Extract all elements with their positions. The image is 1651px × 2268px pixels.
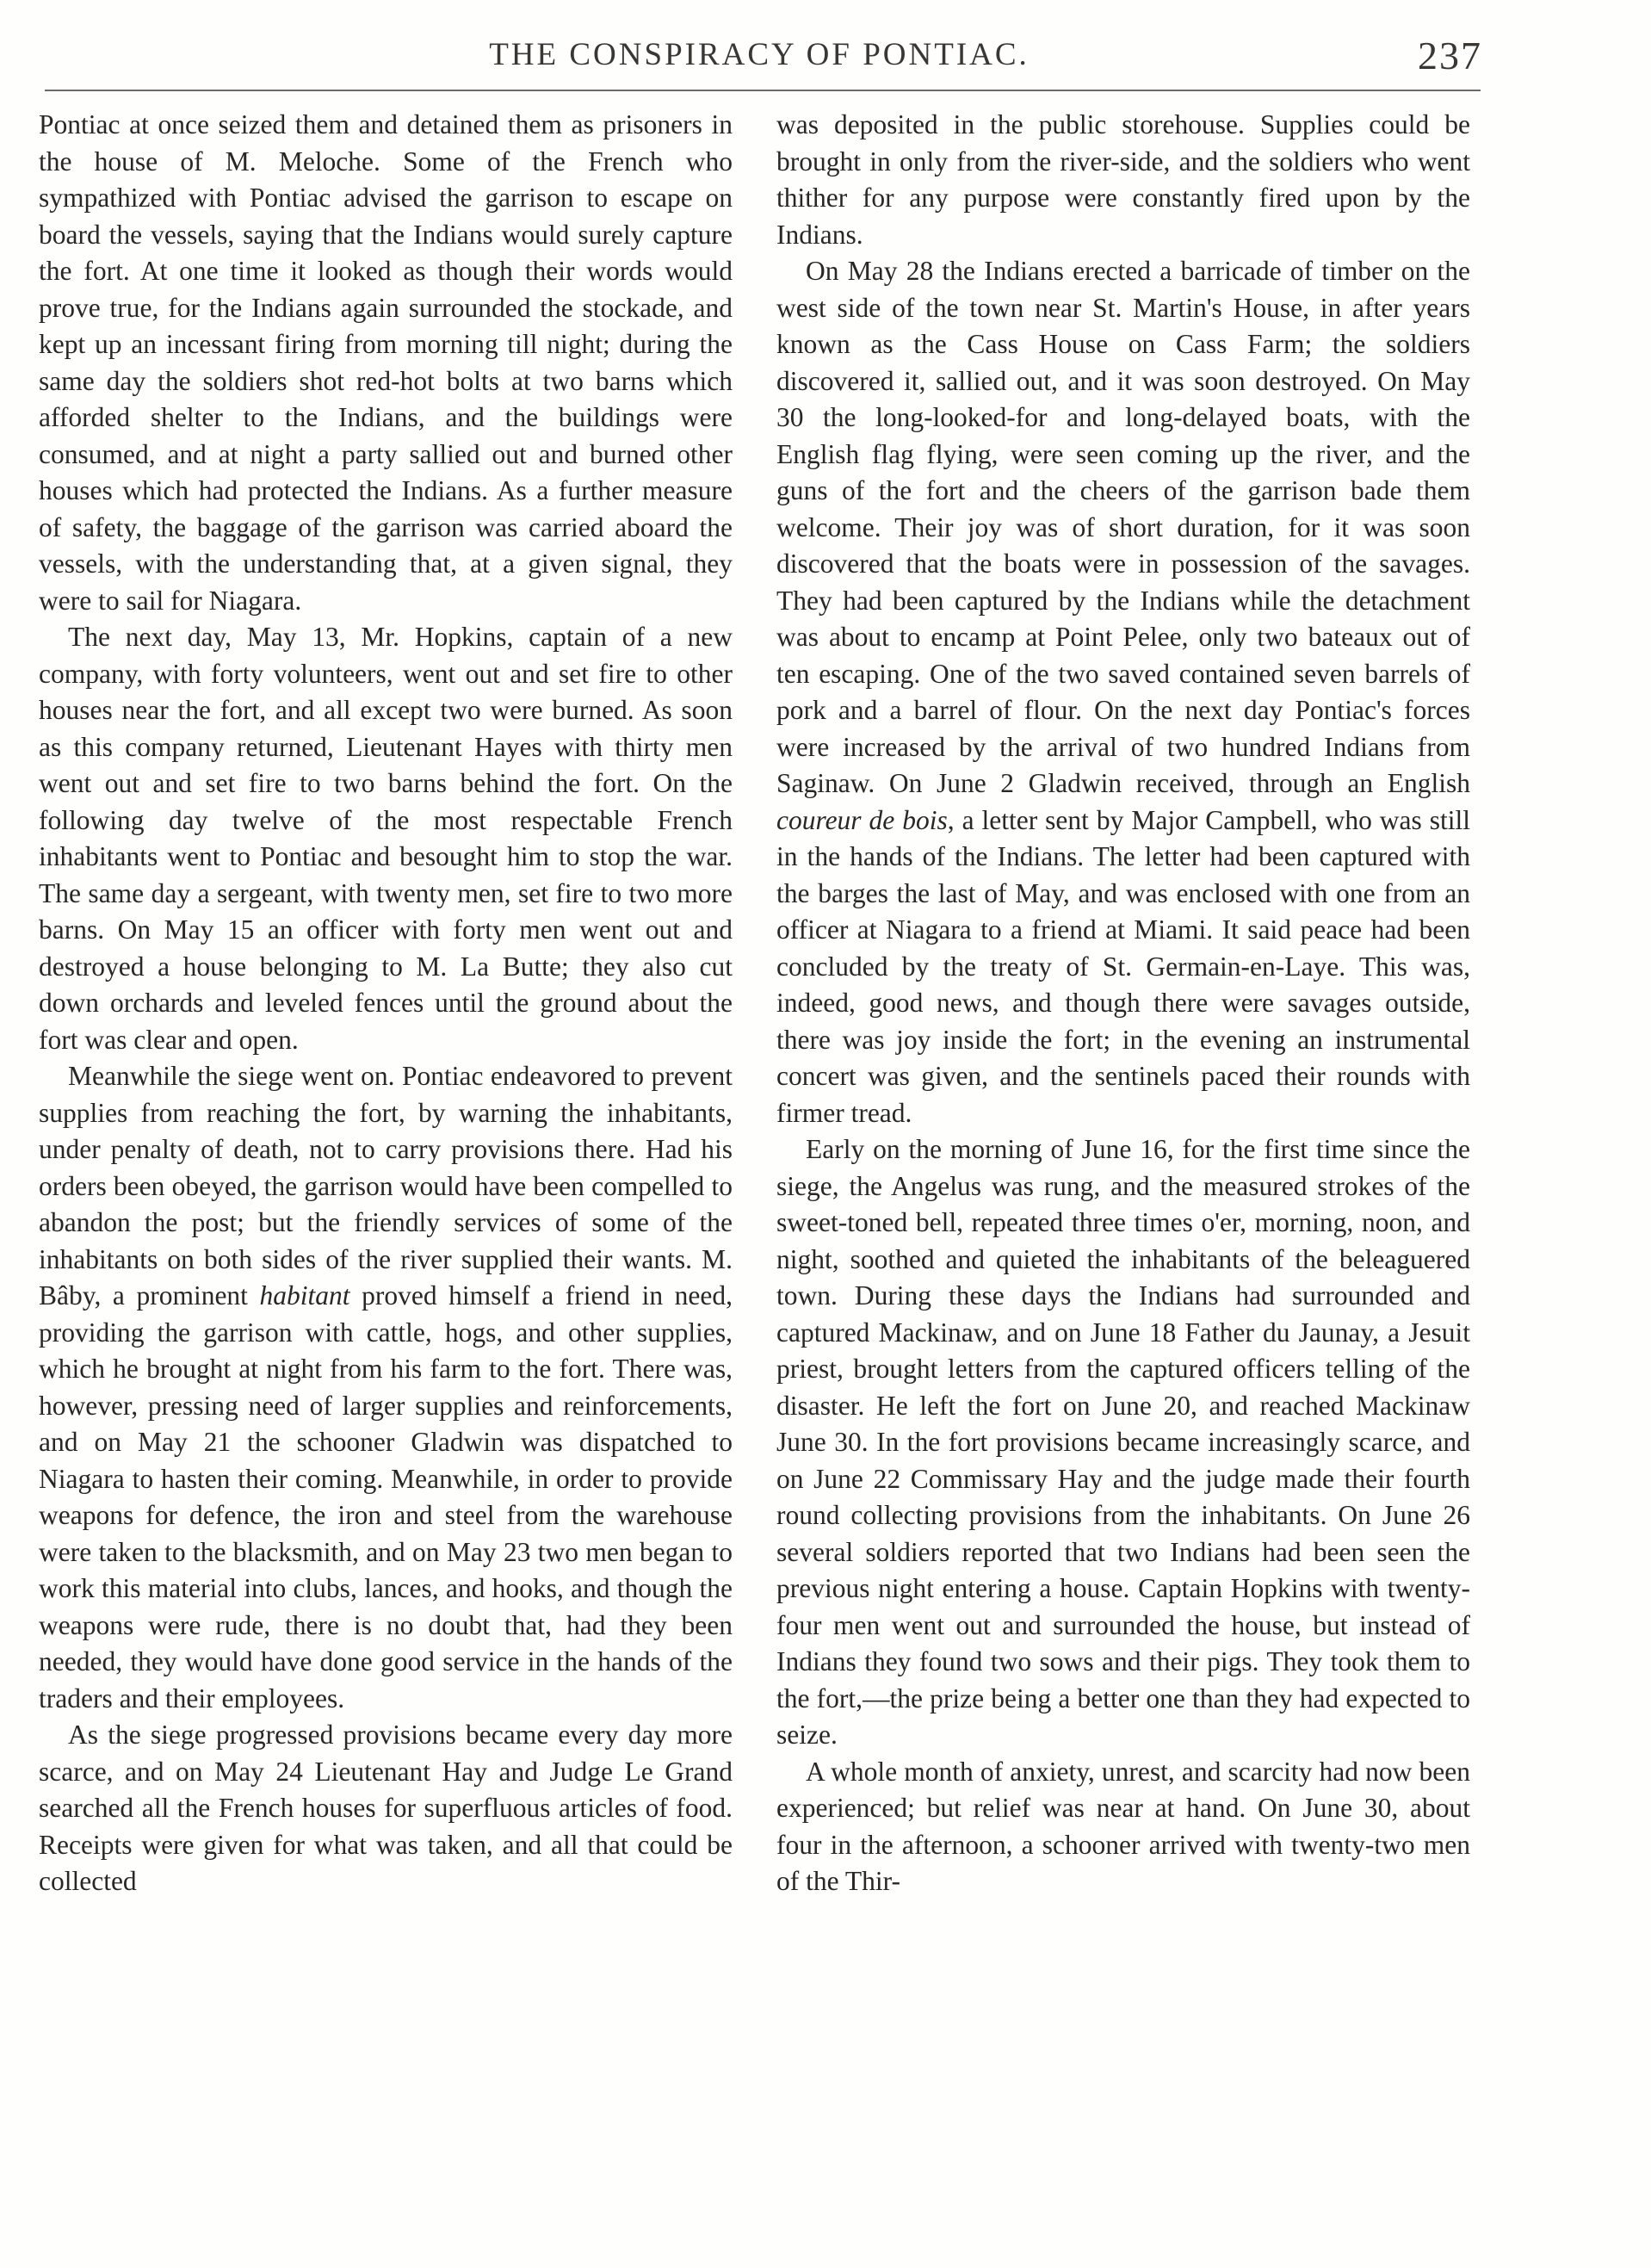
paragraph: The next day, May 13, Mr. Hopkins, captain of a new company, with forty volunteers, went out and set fire to other houses near the fort, and all except two were burned. As soon as this company returned, Lieutenant Hayes with thirty men went out and set fire to two barns behind the fort. On the following day twelve of the most respectable French inhabitants went to Pontiac and besought him to stop the war. The same day a sergeant, with twenty men, set fire to two more barns. On May 15 an officer with forty men went out and destroyed a house belonging to M. La Butte; they also cut down orchards and leveled fences until the ground about the fort was clear and open. xyxy=(39,622,733,1055)
running-title: THE CONSPIRACY OF PONTIAC. xyxy=(489,37,1030,72)
paragraph xyxy=(776,253,1470,1131)
page-number: 237 xyxy=(1418,34,1482,77)
right-column xyxy=(776,107,1470,1900)
italic-term: habitant xyxy=(259,1280,350,1311)
italic-term: coureur de bois xyxy=(776,804,948,835)
paragraph xyxy=(39,1058,733,1717)
paragraph: Early on the morning of June 16, for the first time since the siege, the Angelus was rung, and the measured strokes of the sweet-toned bell, repeated three times o'er, morning, noon, and night, soothed and quieted the inhabitants of the beleaguered town. During these days the Indians had surrounded and captured Mackinaw, and on June 18 Father du Jaunay, a Jesuit priest, brought letters from the captured officers telling of the disaster. He left the fort on June 20, and reached Mackinaw June 30. In the fort provisions became increasingly scarce, and on June 22 Commissary Hay and the judge made their fourth round collecting provisions from the inhabitants. On June 26 several soldiers reported that two Indians had been seen the previous night entering a house. Captain Hopkins with twenty-four men went out and surrounded the house, but instead of Indians they found two sows and their pigs. They took them to the fort,—the prize being a better one than they had expected to seize. xyxy=(776,1134,1470,1750)
paragraph: Pontiac at once seized them and detained them as prisoners in the house of M. Meloche. Some of the French who sympathized with Pontiac advised the garrison to escape on board the vessels, saying that the Indians would surely capture the fort. At one time it looked as though their words would prove true, for the Indians again surrounded the stockade, and kept up an incessant firing from morning till night; during the same day the soldiers shot red-hot bolts at two barns which afforded shelter to the Indians, and the buildings were consumed, and at night a party sallied out and burned other houses which had protected the Indians. As a further measure of safety, the baggage of the garrison was carried aboard the vessels, with the understanding that, at a given signal, they were to sail for Niagara. xyxy=(39,109,733,616)
paragraph-text: Meanwhile the siege went on. Pontiac endeavored to prevent supplies from reaching the fort, by warning the inhabitants, under penalty of death, not to carry provisions there. Had his orders been obeyed, the garrison would have been compelled to abandon the post; but the friendly services of some of the inhabitants on both sides of the river supplied their wants. M. Bâby, a prominent xyxy=(39,1061,733,1311)
left-column xyxy=(39,107,733,1900)
paragraph: As the siege progressed provisions became every day more scarce, and on May 24 Lieutenant Hay and Judge Le Grand searched all the French houses for superfluous articles of food. Receipts were given for what was taken, and all that could be collected xyxy=(39,1720,733,1896)
paragraph-text: On May 28 the Indians erected a barricade of timber on the west side of the town near St. Martin's House, in after years known as the Cass House on Cass Farm; the soldiers discovered it, sallied out, and it was soon destroyed. On May 30 the long-looked-for and long-delayed boats, with the English flag flying, were seen coming up the river, and the guns of the fort and the cheers of the garrison bade them welcome. Their joy was of short duration, for it was soon discovered that the boats were in possession of the savages. They had been captured by the Indians while the detachment was about to encamp at Point Pelee, only two bateaux out of ten escaping. One of the two saved contained seven barrels of pork and a barrel of flour. On the next day Pontiac's forces were increased by the arrival of two hundred Indians from Saginaw. On June 2 Gladwin received, through an English xyxy=(776,256,1470,798)
paragraph: A whole month of anxiety, unrest, and scarcity had now been experienced; but relief was near at hand. On June 30, about four in the afternoon, a schooner arrived with twenty-two men of the Thir- xyxy=(776,1756,1470,1896)
header-rule xyxy=(45,90,1481,91)
running-head xyxy=(45,33,1482,84)
paragraph-text: , a letter sent by Major Campbell, who was still in the hands of the Indians. The letter had been captured with the barges the last of May, and was enclosed with one from an officer at Niagara to a friend at Miami. It said peace had been concluded by the treaty of St. Germain-en-Laye. This was, indeed, good news, and though there were savages outside, there was joy inside the fort; in the evening an instrumental concert was given, and the sentinels paced their rounds with firmer tread. xyxy=(776,804,1471,1128)
paragraph-text: proved himself a friend in need, providing the garrison with cattle, hogs, and other supplies, which he brought at night from his farm to the fort. There was, however, pressing need of larger supplies and reinforcements, and on May 21 the schooner Gladwin was dispatched to Niagara to hasten their coming. Meanwhile, in order to provide weapons for defence, the iron and steel from the warehouse were taken to the blacksmith, and on May 23 two men began to work this material into clubs, lances, and hooks, and though the weapons were rude, there is no doubt that, had they been needed, they would have done good service in the hands of the traders and their employees. xyxy=(39,1280,733,1713)
paragraph: was deposited in the public storehouse. Supplies could be brought in only from the river-side, and the soldiers who went thither for any purpose were constantly fired upon by the Indians. xyxy=(776,109,1470,250)
